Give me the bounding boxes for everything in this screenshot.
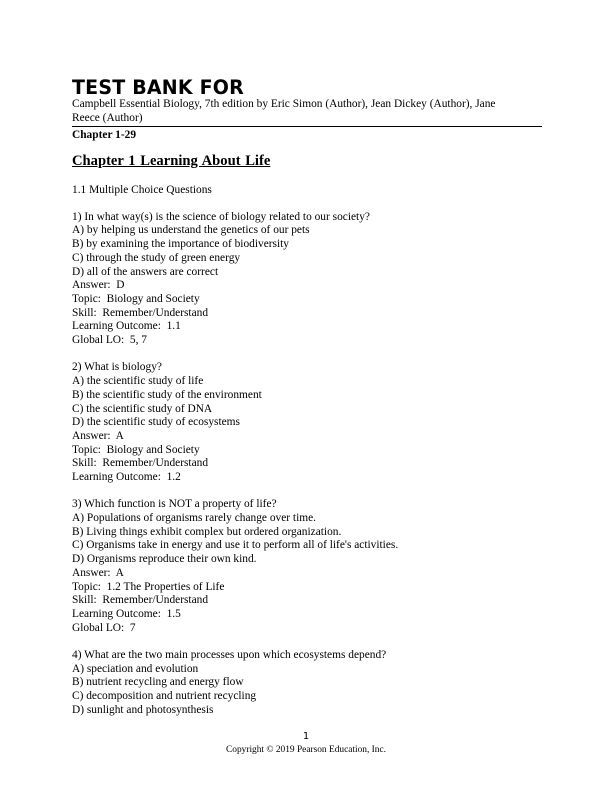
question-line: Global LO: 5, 7	[72, 334, 147, 347]
question-line: B) by examining the importance of biodiversity	[72, 238, 290, 251]
question-line: C) Organisms take in energy and use it to perform all of life's activities.	[72, 539, 399, 552]
question-line: A) speciation and evolution	[72, 662, 199, 675]
question-line: A) by helping us understand the genetics of our pets	[72, 224, 310, 237]
question-line: D) sunlight and photosynthesis	[72, 703, 214, 716]
question-block	[72, 361, 542, 484]
question-line: A) Populations of organisms rarely change over time.	[72, 512, 316, 525]
question-line: Answer: D	[72, 279, 125, 292]
test-bank-banner: TEST BANK FOR	[72, 76, 244, 100]
question-stem: 1) In what way(s) is the science of biology related to our society?	[72, 210, 370, 223]
question-line: D) the scientific study of ecosystems	[72, 416, 240, 429]
question-block	[72, 649, 542, 718]
subtitle-line-1: Campbell Essential Biology, 7th edition by Eric Simon (Author), Jean Dickey (Author), Jane	[72, 98, 496, 110]
page-number: 1	[302, 731, 310, 742]
question-line: Skill: Remember/Understand	[72, 457, 209, 470]
chapters-range: Chapter 1-29	[72, 129, 137, 142]
question-line: Answer: A	[72, 429, 124, 442]
question-line: Topic: Biology and Society	[72, 293, 200, 305]
question-line: A) the scientific study of life	[72, 375, 204, 388]
question-line: D) Organisms reproduce their own kind.	[72, 553, 257, 566]
question-stem: 3) Which function is NOT a property of life?	[72, 498, 277, 511]
subtitle-line-2: Reece (Author)	[72, 111, 143, 124]
document-page	[72, 76, 542, 717]
question-line: Topic: Biology and Society	[72, 443, 200, 456]
question-block	[72, 498, 542, 635]
question-line: Topic: 1.2 The Properties of Life	[72, 580, 225, 593]
question-line: Learning Outcome: 1.5	[72, 607, 181, 620]
header-divider	[72, 126, 542, 127]
book-subtitle	[72, 98, 542, 125]
question-line: B) the scientific study of the environment	[72, 388, 262, 401]
question-line: D) all of the answers are correct	[72, 265, 219, 278]
question-line: B) nutrient recycling and energy flow	[72, 676, 244, 689]
question-list	[72, 211, 542, 718]
chapter-title: Chapter 1 Learning About Life	[72, 153, 271, 170]
question-line: Learning Outcome: 1.2	[72, 471, 181, 484]
question-line: C) the scientific study of DNA	[72, 402, 213, 415]
question-stem: 4) What are the two main processes upon which ecosystems depend?	[72, 648, 387, 661]
section-heading: 1.1 Multiple Choice Questions	[72, 184, 212, 197]
question-line: C) decomposition and nutrient recycling	[72, 690, 257, 703]
question-line: Learning Outcome: 1.1	[72, 320, 181, 333]
question-line: Skill: Remember/Understand	[72, 594, 209, 607]
question-line: Skill: Remember/Understand	[72, 306, 209, 319]
question-stem: 2) What is biology?	[72, 361, 162, 374]
question-line: Answer: A	[72, 566, 124, 579]
question-block	[72, 211, 542, 348]
question-line: Global LO: 7	[72, 621, 136, 634]
question-line: B) Living things exhibit complex but ordered organization.	[72, 525, 342, 538]
copyright-notice: Copyright © 2019 Pearson Education, Inc.	[226, 745, 386, 755]
question-line: C) through the study of green energy	[72, 251, 241, 264]
